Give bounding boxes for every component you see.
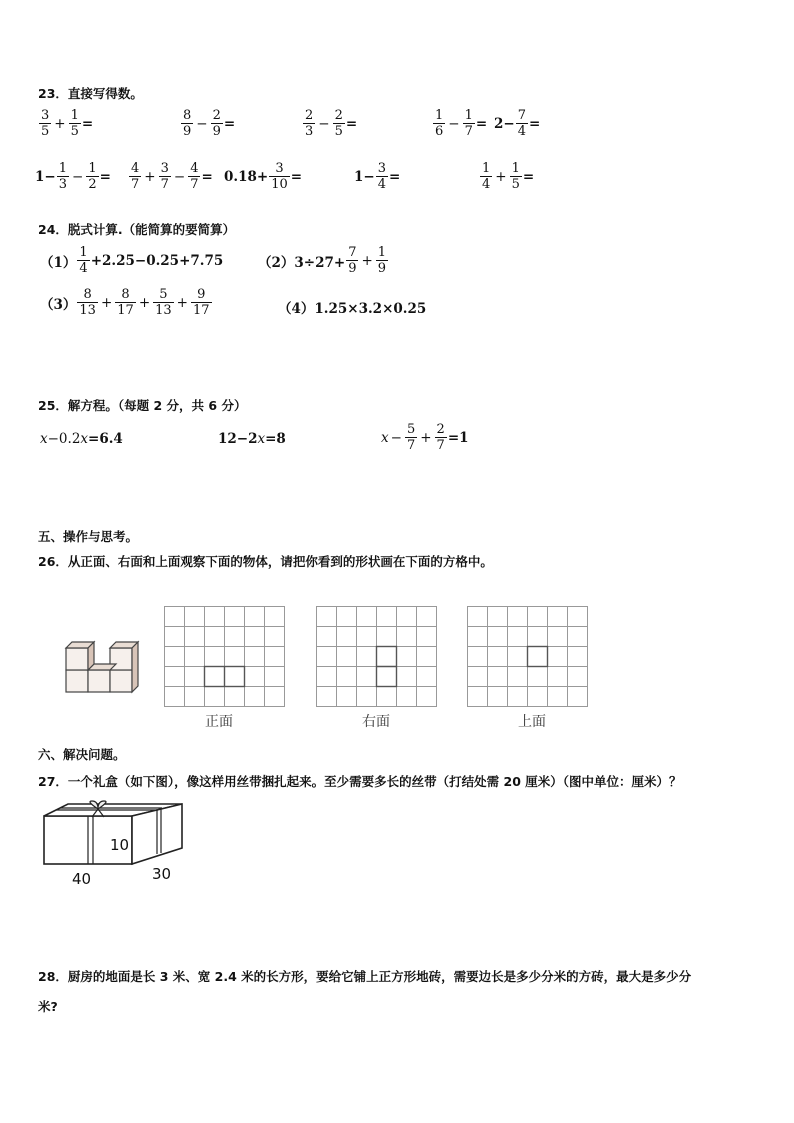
gift-box-figure	[40, 800, 190, 870]
q24-part4: （4）1.25×3.2×0.25	[278, 301, 427, 317]
q27-title: 27．一个礼盒（如下图），像这样用丝带捆扎起来。至少需要多长的丝带（打结处需 20 厘米）（图中单位：厘米）？	[38, 774, 682, 789]
box-height-label: 10	[110, 836, 130, 854]
q23-title: 23．直接写得数。	[38, 86, 143, 101]
q24-part3: （3） $\frac{8}{13}$ + $\frac{8}{17}$ + $\frac{5}{13}$ + $\frac{9}{17}$	[40, 287, 210, 318]
q24-part1: （1） $\frac{1}{4}$ +2.25−0.25+7.75	[40, 245, 224, 276]
q28-line2: 米?	[38, 999, 58, 1014]
right-view-caption: 右面	[362, 714, 390, 730]
q23-r1-e2: $\frac{8}{9}$ − $\frac{2}{9}$ =	[183, 108, 236, 139]
q25-eq1: x −0.2 x =6.4	[40, 431, 123, 447]
front-view-grid[interactable]	[164, 606, 287, 708]
section5-heading: 五、操作与思考。	[38, 529, 139, 544]
top-view-caption: 上面	[518, 714, 546, 730]
box-length-label: 40	[72, 870, 92, 888]
section6-heading: 六、解决问题。	[38, 747, 126, 762]
q23-r2-e5: $\frac{1}{4}$ + $\frac{1}{5}$ =	[482, 161, 535, 192]
q24-part2: （2）3÷27+ $\frac{7}{9}$ + $\frac{1}{9}$	[258, 245, 387, 276]
q28-line1: 28．厨房的地面是长 3 米、宽 2.4 米的长方形，要给它铺上正方形地砖，需要边长是多少分米的方砖，最大是多少分	[38, 969, 692, 984]
right-view-grid[interactable]	[316, 606, 439, 708]
cube-stack-figure	[62, 640, 148, 696]
q23-r2-e4: 1− $\frac{3}{4}$ =	[354, 161, 401, 192]
q23-r1-e3: $\frac{2}{3}$ − $\frac{2}{5}$ =	[305, 108, 358, 139]
q23-r2-e1: 1− $\frac{1}{3}$ − $\frac{1}{2}$ =	[35, 161, 111, 192]
q23-r2-e3: 0.18+ $\frac{3}{10}$ =	[224, 161, 303, 192]
q25-eq2: 12−2 x =8	[218, 431, 286, 447]
top-view-grid[interactable]	[467, 606, 590, 708]
q24-title: 24．脱式计算.（能简算的要简算）	[38, 222, 236, 237]
q25-title: 25．解方程。（每题 2 分，共 6 分）	[38, 398, 247, 413]
q23-r1-e1: $\frac{3}{5}$ + $\frac{1}{5}$ =	[41, 108, 94, 139]
q25-eq3: x − $\frac{5}{7}$ + $\frac{2}{7}$ =1	[381, 422, 469, 453]
box-width-label: 30	[152, 865, 172, 883]
q23-r1-e5: 2− $\frac{7}{4}$ =	[494, 108, 541, 139]
front-view-caption: 正面	[205, 714, 233, 730]
q23-r2-e2: $\frac{4}{7}$ + $\frac{3}{7}$ − $\frac{4}{7}$ =	[131, 161, 213, 192]
q23-r1-e4: $\frac{1}{6}$ − $\frac{1}{7}$ =	[435, 108, 488, 139]
q26-title: 26．从正面、右面和上面观察下面的物体，请把你看到的形状画在下面的方格中。	[38, 554, 493, 569]
